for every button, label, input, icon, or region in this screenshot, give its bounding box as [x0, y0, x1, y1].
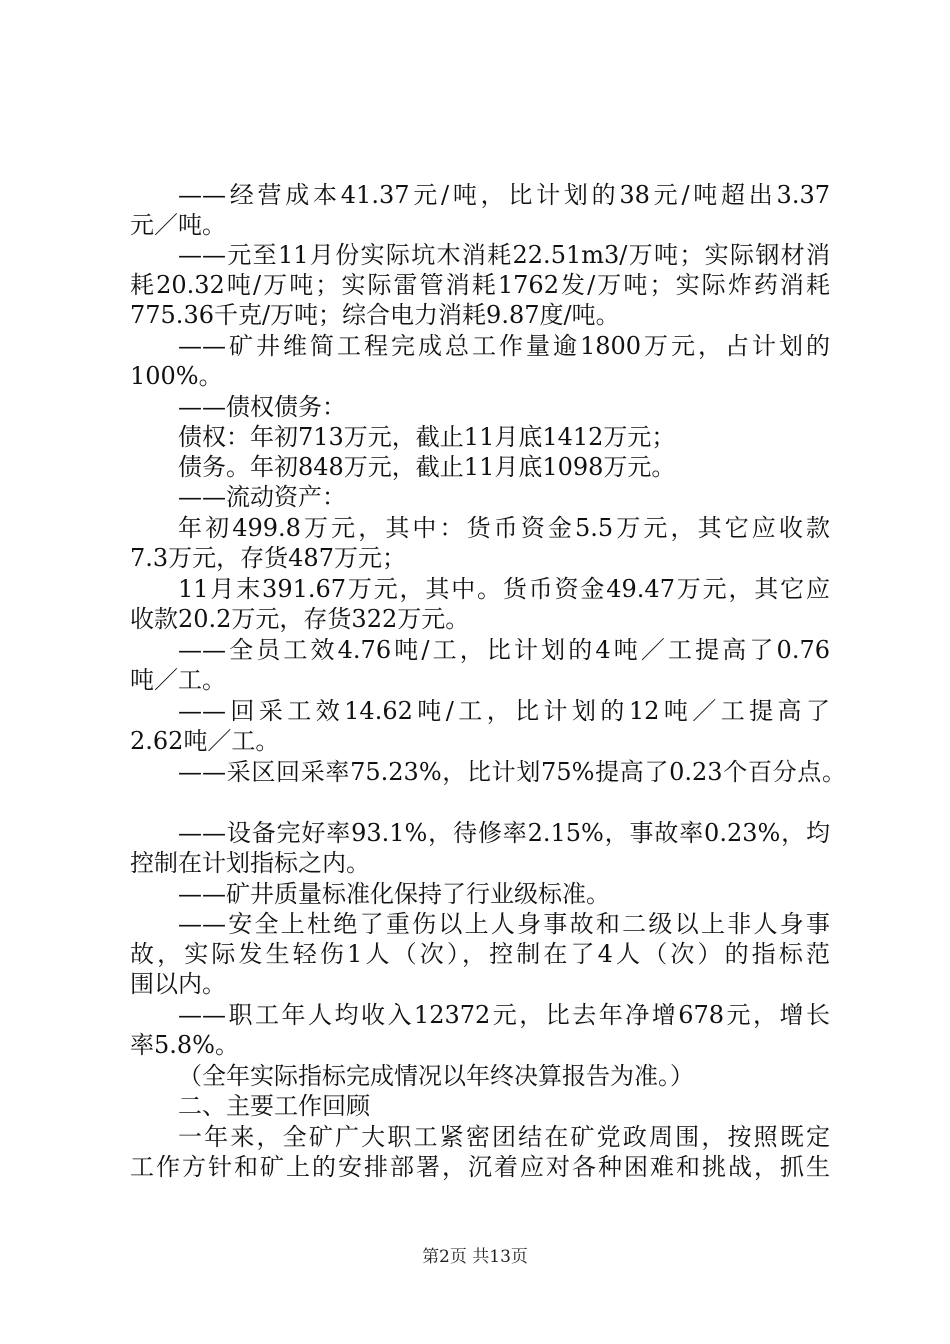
text-line: 故，实际发生轻伤1人（次），控制在了4人（次）的指标范 — [130, 940, 830, 968]
text-line: ——回采工效14.62吨/工，比计划的12吨／工提高了 — [178, 697, 830, 725]
text-line: （全年实际指标完成情况以年终决算报告为准。） — [178, 1062, 694, 1090]
text-line: ——职工年人均收入12372元，比去年净增678元，增长 — [178, 1001, 830, 1029]
text-line: 控制在计划指标之内。 — [130, 849, 370, 877]
text-line: ——全员工效4.76吨/工，比计划的4吨／工提高了0.76 — [178, 636, 830, 664]
text-line: ——安全上杜绝了重伤以上人身事故和二级以上非人身事 — [178, 910, 830, 938]
text-line: 债务。年初848万元，截止11月底1098万元。 — [178, 453, 676, 481]
section-heading: 二、主要工作回顾 — [178, 1092, 370, 1120]
text-line: 收款20.2万元，存货322万元。 — [130, 605, 470, 633]
text-line: 元／吨。 — [130, 211, 226, 239]
text-line: 7.3万元，存货487万元； — [130, 544, 406, 572]
text-line: 耗20.32吨/万吨；实际雷管消耗1762发/万吨；实际炸药消耗 — [130, 271, 830, 299]
text-line: ——设备完好率93.1%，待修率2.15%，事故率0.23%，均 — [178, 819, 830, 847]
text-line: 2.62吨／工。 — [130, 727, 280, 755]
text-line: 100%。 — [130, 362, 223, 390]
text-line: ——流动资产： — [178, 483, 346, 511]
text-line: ——债权债务： — [178, 393, 346, 421]
text-line: ——矿井维简工程完成总工作量逾1800万元，占计划的 — [178, 332, 830, 360]
page-number-footer: 第2页 共13页 — [422, 1247, 528, 1267]
text-line: ——采区回采率75.23%，比计划75%提高了0.23个百分点。 — [178, 758, 846, 786]
text-line: 年初499.8万元，其中：货币资金5.5万元，其它应收款 — [178, 514, 830, 542]
text-line: 率5.8%。 — [130, 1031, 239, 1059]
text-line: 围以内。 — [130, 970, 226, 998]
text-line: 11月末391.67万元，其中。货币资金49.47万元，其它应 — [178, 575, 830, 603]
text-line: 一年来，全矿广大职工紧密团结在矿党政周围，按照既定 — [178, 1123, 830, 1151]
text-line: ——经营成本41.37元/吨，比计划的38元/吨超出3.37 — [178, 181, 830, 209]
text-line: 775.36千克/万吨；综合电力消耗9.87度/吨。 — [130, 301, 620, 329]
text-line: 吨／工。 — [130, 666, 226, 694]
text-line: 工作方针和矿上的安排部署，沉着应对各种困难和挑战，抓生 — [130, 1153, 830, 1181]
text-line: 债权：年初713万元，截止11月底1412万元； — [178, 423, 676, 451]
text-line: ——元至11月份实际坑木消耗22.51m3/万吨；实际钢材消 — [178, 241, 830, 269]
text-line: ——矿井质量标准化保持了行业级标准。 — [178, 880, 610, 908]
